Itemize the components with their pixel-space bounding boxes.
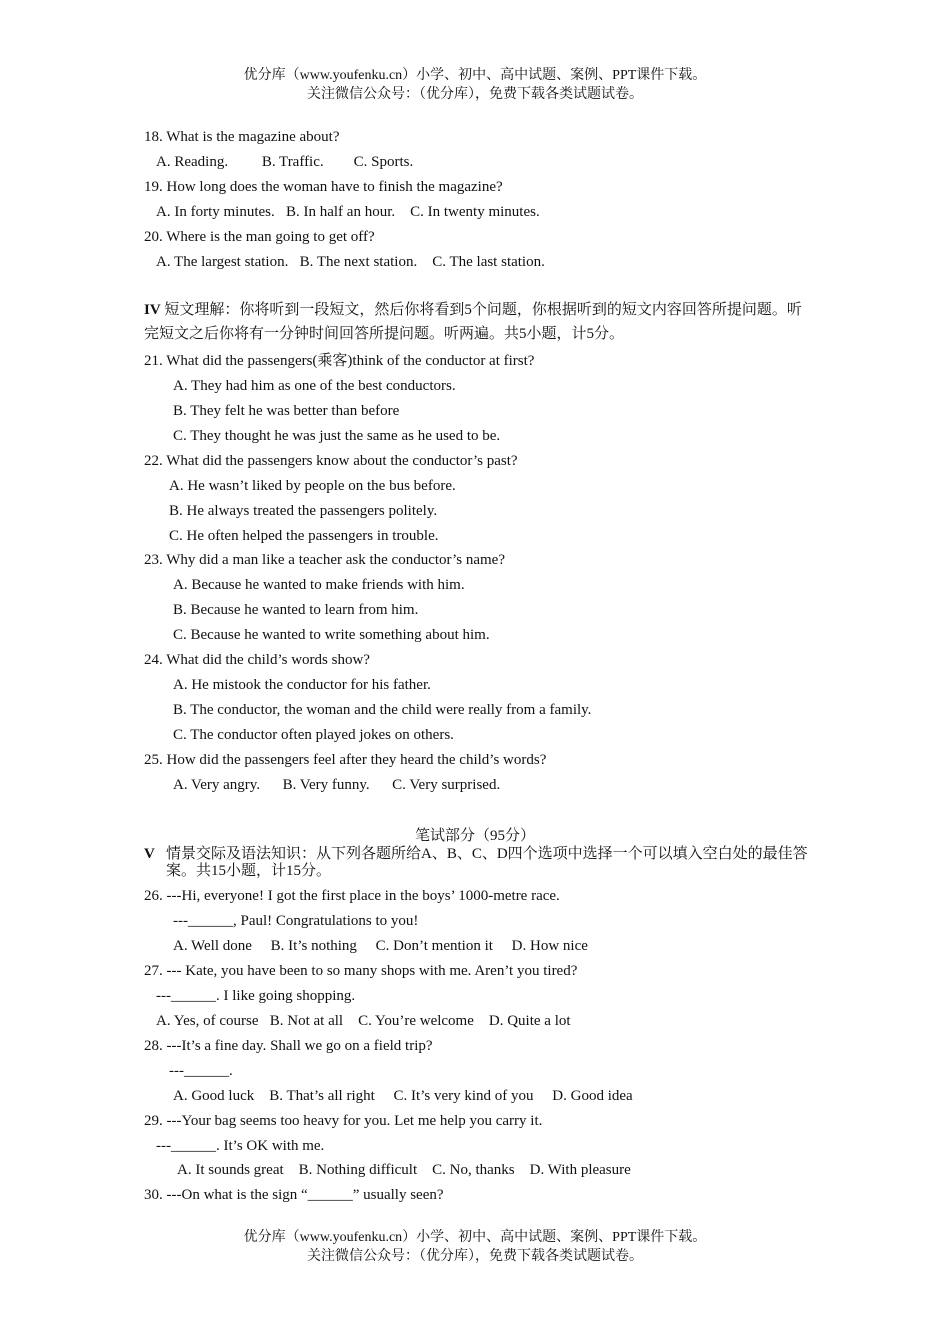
question-18-stem: 18. What is the magazine about? xyxy=(144,129,340,145)
question-20-options: A. The largest station. B. The next station. C. The last station. xyxy=(156,254,545,270)
question-29-line-2: ---______. It’s OK with me. xyxy=(156,1138,325,1154)
question-25-options: A. Very angry. B. Very funny. C. Very surprised. xyxy=(173,777,501,793)
footer-line-1: 优分库（www.youfenku.cn）小学、初中、高中试题、案例、PPT课件下载。 xyxy=(243,1230,707,1245)
question-21-stem: 21. What did the passengers(乘客)think of the conductor at first? xyxy=(144,353,535,369)
section-5-label: V xyxy=(144,846,155,862)
question-27-line-1: 27. --- Kate, you have been to so many shops with me. Aren’t you tired? xyxy=(144,963,578,979)
question-23-stem: 23. Why did a man like a teacher ask the conductor’s name? xyxy=(144,552,505,568)
question-23-option-c: C. Because he wanted to write something about him. xyxy=(173,627,490,643)
question-22-stem: 22. What did the passengers know about the conductor’s past? xyxy=(144,453,518,469)
question-21-option-b: B. They felt he was better than before xyxy=(173,403,400,419)
question-26-line-1: 26. ---Hi, everyone! I got the first place in the boys’ 1000-metre race. xyxy=(144,888,560,904)
question-19-stem: 19. How long does the woman have to finish the magazine? xyxy=(144,179,503,195)
question-29-options: A. It sounds great B. Nothing difficult C. No, thanks D. With pleasure xyxy=(177,1162,631,1178)
header-line-1: 优分库（www.youfenku.cn）小学、初中、高中试题、案例、PPT课件下载。 xyxy=(243,68,707,83)
question-20-stem: 20. Where is the man going to get off? xyxy=(144,229,375,245)
question-24-option-c: C. The conductor often played jokes on others. xyxy=(173,727,454,743)
question-21-option-c: C. They thought he was just the same as he used to be. xyxy=(173,428,501,444)
question-22-option-b: B. He always treated the passengers politely. xyxy=(169,503,438,519)
question-26-options: A. Well done B. It’s nothing C. Don’t mention it D. How nice xyxy=(173,938,588,954)
section-5-text: 情景交际及语法知识：从下列各题所给A、B、C、D四个选项中选择一个可以填入空白处的最佳答案。共15小题，计15分。 xyxy=(166,846,808,879)
question-24-option-b: B. The conductor, the woman and the child were really from a family. xyxy=(173,702,592,718)
question-23-option-b: B. Because he wanted to learn from him. xyxy=(173,602,419,618)
question-28-line-1: 28. ---It’s a fine day. Shall we go on a field trip? xyxy=(144,1038,433,1054)
question-27-line-2: ---______. I like going shopping. xyxy=(156,988,356,1004)
question-23-option-a: A. Because he wanted to make friends with him. xyxy=(173,577,465,593)
question-22-option-c: C. He often helped the passengers in trouble. xyxy=(169,528,439,544)
question-25-stem: 25. How did the passengers feel after they heard the child’s words? xyxy=(144,752,547,768)
question-21-option-a: A. They had him as one of the best conductors. xyxy=(173,378,456,394)
written-part-title: 笔试部分（95分） xyxy=(414,828,535,844)
question-28-line-2: ---______. xyxy=(169,1063,233,1079)
header-line-2: 关注微信公众号：（优分库），免费下载各类试题试卷。 xyxy=(307,87,643,102)
question-27-options: A. Yes, of course B. Not at all C. You’re welcome D. Quite a lot xyxy=(156,1013,571,1029)
question-19-options: A. In forty minutes. B. In half an hour. C. In twenty minutes. xyxy=(156,204,540,220)
footer-line-2: 关注微信公众号：（优分库），免费下载各类试题试卷。 xyxy=(307,1249,643,1264)
question-30-line-1: 30. ---On what is the sign “______” usually seen? xyxy=(144,1187,444,1203)
section-4-instructions xyxy=(144,298,814,346)
question-26-line-2: ---______, Paul! Congratulations to you! xyxy=(173,913,419,929)
question-29-line-1: 29. ---Your bag seems too heavy for you. Let me help you carry it. xyxy=(144,1113,543,1129)
section-5-instructions xyxy=(144,846,814,880)
question-24-stem: 24. What did the child’s words show? xyxy=(144,652,370,668)
section-4-text: 短文理解：你将听到一段短文，然后你将看到5个问题，你根据听到的短文内容回答所提问题。听完短文之后你将有一分钟时间回答所提问题。听两遍。共5小题，计5分。 xyxy=(144,302,802,342)
question-28-options: A. Good luck B. That’s all right C. It’s very kind of you D. Good idea xyxy=(173,1088,633,1104)
question-18-options: A. Reading. B. Traffic. C. Sports. xyxy=(156,154,414,170)
question-24-option-a: A. He mistook the conductor for his father. xyxy=(173,677,431,693)
question-22-option-a: A. He wasn’t liked by people on the bus before. xyxy=(169,478,456,494)
section-4-label: IV xyxy=(144,302,161,318)
